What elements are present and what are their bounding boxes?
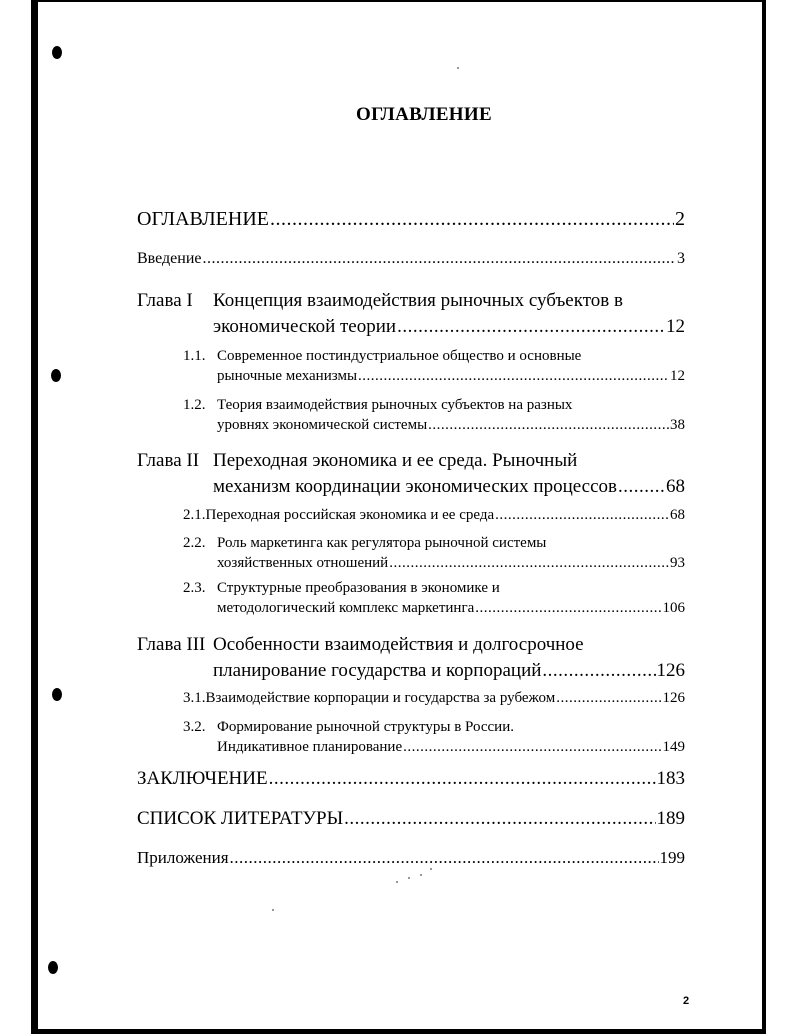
entry-text: Приложения (137, 848, 229, 867)
toc-entry-section-2-1 (183, 507, 685, 524)
entry-text-line1: Особенности взаимодействия и долгосрочное (213, 634, 584, 655)
leader-dots (344, 808, 655, 830)
entry-text: Взаимодействие корпорации и государства за рубежом (205, 690, 556, 706)
entry-text-line2: механизм координации экономических процессов (213, 476, 617, 497)
leader-dots (269, 768, 656, 790)
entry-page: 12 (670, 368, 685, 384)
entry-page: 199 (659, 848, 685, 867)
section-number: 1.1. (183, 348, 206, 364)
entry-page: 68 (666, 476, 685, 497)
entry-text-line2: планирование государства и корпораций (213, 660, 542, 681)
leader-dots (556, 690, 661, 707)
entry-page: 38 (670, 417, 685, 433)
entry-text: СПИСОК ЛИТЕРАТУРЫ (137, 808, 344, 829)
entry-text-line1: Концепция взаимодействия рыночных субъектов в (213, 290, 623, 311)
chapter-prefix: Глава III (137, 634, 206, 655)
punch-hole-icon (52, 688, 62, 701)
toc-entry-intro (137, 250, 685, 268)
entry-page: 93 (670, 555, 685, 571)
page-title: ОГЛАВЛЕНИЕ (356, 104, 492, 125)
entry-page: 126 (662, 690, 685, 706)
scan-border-left (31, 0, 38, 1034)
leader-dots (403, 737, 661, 757)
entry-text: Переходная российская экономика и ее среда (205, 507, 495, 523)
section-number: 2.3. (183, 580, 206, 596)
section-number: 1.2. (183, 397, 206, 413)
toc-entry-chapter-3 (137, 632, 685, 684)
leader-dots (358, 366, 669, 386)
entry-page: 189 (656, 808, 685, 829)
toc-entry-section-2-3 (183, 578, 685, 618)
entry-page: 12 (666, 316, 685, 337)
toc-entry-conclusion (137, 768, 685, 790)
entry-page: 149 (662, 739, 685, 755)
punch-hole-icon (48, 961, 58, 974)
entry-page: 183 (656, 768, 685, 789)
entry-page: 126 (656, 660, 685, 681)
entry-text-line2: Индикативное планирование (217, 739, 403, 755)
entry-text-line1: Формирование рыночной структуры в России. (217, 719, 514, 735)
leader-dots (495, 507, 669, 524)
leader-dots (270, 208, 674, 231)
section-number: 2.2. (183, 535, 206, 551)
entry-page: 106 (662, 600, 685, 616)
scan-speck (272, 909, 274, 911)
toc-entry-chapter-2 (137, 448, 685, 500)
entry-page: 68 (670, 507, 685, 523)
entry-text-line1: Роль маркетинга как регулятора рыночной системы (217, 535, 547, 551)
toc-entry-section-2-2 (183, 533, 685, 573)
entry-text-line2: хозяйственных отношений (217, 555, 389, 571)
entry-text-line1: Современное постиндустриальное общество и основные (217, 348, 582, 364)
toc-entry-section-1-2 (183, 395, 685, 435)
entry-page: 3 (677, 250, 685, 267)
entry-text-line2: методологический комплекс маркетинга (217, 600, 475, 616)
toc-entry-contents (137, 208, 685, 231)
punch-hole-icon (51, 369, 61, 382)
leader-dots (389, 553, 669, 573)
leader-dots (475, 598, 661, 618)
scan-border-top (31, 0, 766, 2)
punch-hole-icon (52, 46, 62, 59)
leader-dots (397, 314, 665, 340)
entry-text: ЗАКЛЮЧЕНИЕ (137, 768, 268, 789)
leader-dots (203, 250, 677, 268)
leader-dots (428, 415, 669, 435)
leader-dots (618, 474, 665, 500)
entry-text: Введение (137, 250, 202, 267)
toc-entry-section-3-2 (183, 717, 685, 757)
section-number: 2.1. (183, 507, 206, 523)
entry-text-line2: уровнях экономической системы (217, 417, 428, 433)
toc-entry-section-3-1 (183, 690, 685, 707)
scan-border-bottom (31, 1029, 766, 1034)
entry-text-line1: Переходная экономика и ее среда. Рыночный (213, 450, 578, 471)
entry-text-line2: экономической теории (213, 316, 397, 337)
toc-entry-appendix (137, 848, 685, 868)
scan-speck (396, 881, 398, 883)
scan-border-right (762, 0, 766, 1034)
section-number: 3.1. (183, 690, 206, 706)
entry-text-line2: рыночные механизмы (217, 368, 358, 384)
entry-text-line1: Структурные преобразования в экономике и (217, 580, 500, 596)
toc-entry-chapter-1 (137, 288, 685, 340)
scan-speck (420, 874, 422, 876)
page-number: 2 (683, 995, 690, 1007)
section-number: 3.2. (183, 719, 206, 735)
scan-speck (408, 877, 410, 879)
scan-speck (457, 67, 459, 69)
entry-page: 2 (675, 208, 685, 230)
chapter-prefix: Глава I (137, 290, 193, 311)
entry-text-line1: Теория взаимодействия рыночных субъектов на разных (217, 397, 573, 413)
chapter-prefix: Глава II (137, 450, 200, 471)
entry-text: ОГЛАВЛЕНИЕ (137, 208, 269, 230)
leader-dots (542, 658, 655, 684)
toc-entry-references (137, 808, 685, 830)
leader-dots (230, 848, 659, 868)
scan-speck (430, 868, 432, 870)
toc-entry-section-1-1 (183, 346, 685, 386)
